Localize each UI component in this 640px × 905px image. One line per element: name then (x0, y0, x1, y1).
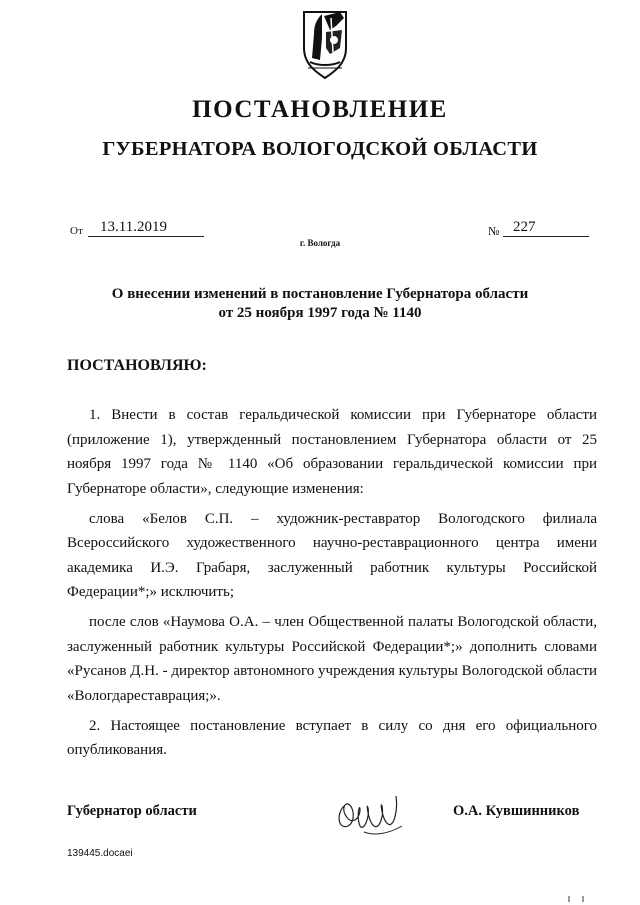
document-title: ПОСТАНОВЛЕНИЕ (192, 96, 448, 123)
document-file-id: 139445.docaei (67, 848, 133, 859)
subject-line-2: от 25 ноября 1997 года № 1140 (218, 305, 422, 321)
paragraph-1: 1. Внести в состав геральдической комиссии при Губернаторе области (приложение 1), утвержденный постановлением Губернатора области от 25 ноября 1997 года № 1140 «Об образовании геральдической комиссии при Губернаторе области», следующие изменения: (67, 407, 597, 497)
signatory-role: Губернатор области (67, 803, 197, 819)
document-issuer: ГУБЕРНАТОРА ВОЛОГОДСКОЙ ОБЛАСТИ (102, 138, 538, 160)
paragraph-3: после слов «Наумова О.А. – член Общественной палаты Вологодской области, заслуженный работник культуры Российской Федерации*;» дополнить словами «Русанов Д.Н. - директор автономного учреждения культуры Вологодской области «Вологдареставрация;». (67, 614, 597, 704)
date-label: От (70, 225, 83, 237)
number-label: № (488, 224, 500, 238)
document-date: 13.11.2019 (88, 219, 204, 237)
decree-word: ПОСТАНОВЛЯЮ: (67, 357, 207, 374)
handwritten-signature (330, 786, 410, 838)
paragraph-2: слова «Белов С.П. – художник-реставратор Вологодского филиала Всероссийского художественного научно-реставрационного центра имени академика И.Э. Грабаря, заслуженный работник культуры Российской Федерации*;» исключить; (67, 510, 597, 600)
document-number: 227 (503, 219, 589, 237)
scan-marks (567, 896, 587, 902)
signatory-name: О.А. Кувшинников (453, 803, 580, 819)
document-body (67, 403, 597, 768)
city: г. Вологда (299, 238, 341, 248)
vologda-coat-of-arms-icon (300, 8, 350, 80)
subject-line-1: О внесении изменений в постановление Губернатора области (111, 286, 529, 302)
paragraph-4: 2. Настоящее постановление вступает в силу со дня его официального опубликования. (67, 717, 597, 758)
document-subject (0, 285, 640, 323)
